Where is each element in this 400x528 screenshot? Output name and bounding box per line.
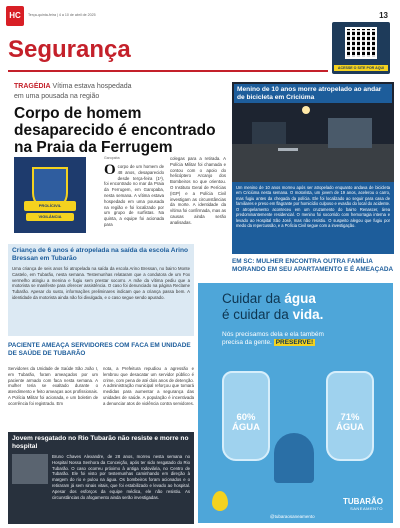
apartment-story-headline	[232, 258, 394, 282]
kicker-text: Vítima estava hospedada	[52, 83, 132, 90]
crest-band-lower: VIGILÂNCIA	[26, 213, 74, 221]
ad-title-word2: vida.	[292, 306, 324, 322]
health-story-column-2: nota, a Prefeitura repudiou a agressão e lembrou que desacatar um servidor público é crime, com pena de até dois anos de detenção. A administração municipal reforçou que tomará medidas para aumentar a segurança das unidades de saúde. A população é incentivada a denunciar atos de violência contra servidores.	[103, 366, 194, 406]
qr-code-icon[interactable]	[345, 27, 377, 59]
ad-pct-71: 71% ÁGUA	[336, 412, 364, 433]
kicker-label: TRAGÉDIA	[14, 83, 51, 90]
police-crest-image	[14, 157, 86, 233]
child-headline-text: Criança de 6 anos é atropelada na saída da escola Arino Bressan em Tubarão	[12, 247, 189, 262]
ad-brand-name: TUBARÃO	[343, 497, 383, 506]
health-headline-text: PACIENTE AMEAÇA SERVIDORES COM FACA EM UNIDADE DE SAÚDE DE TUBARÃO	[8, 342, 191, 357]
bike-story-body-box	[232, 182, 394, 254]
lead-column-1	[104, 164, 164, 240]
page-number: 13	[379, 11, 388, 20]
lead-dropcap: O	[104, 164, 116, 178]
section-title: Segurança	[8, 36, 131, 63]
lead-headline: Corpo de homem desaparecido é encontrado na Praia da Ferrugem	[14, 105, 216, 157]
bike-story-photo	[232, 82, 394, 182]
ad-title-line1: Cuidar da	[222, 291, 281, 306]
rescue-story-headline	[12, 435, 190, 451]
child-story-body: Uma criança de seis anos foi atropelada na saída da escola Arino Bressan, no bairro Monte Castelo, em Tubarão, nesta semana. Testemunhas relataram que a condutora de um Fox vermelho atingiu a menina e fugiu sem prestar socorro. A mãe da vítima pediu que a motorista se manifeste para oferecer assistência. O caso foi denunciado na página Reclame Tubarão. Apesar do susto, informações preliminares indicam que a criança passa bem. A identidade da motorista ainda não foi divulgada, e o caso segue sendo apurado.	[12, 266, 190, 300]
crest-band: PROLÍCIVIL	[24, 201, 76, 211]
ad-cta: PRESERVE!	[275, 339, 314, 347]
ad-title-word1: água	[284, 291, 316, 306]
ad-title	[222, 291, 323, 322]
rescue-story-body: Bruno Chaves Alexandre, de 28 anos, morreu nesta semana no Hospital Nossa Senhora da Conceição, após ter sido resgatado do Rio Tubarão. O caso ocorreu próximo à antiga rodoviária, no Centro de Tubarão. Ele foi visto por testemunhas caminhando em direção à margem do rio e pulou na água. Os bombeiros foram acionados e o retiraram já sem sinais vitais, que foi estabilizado e levado ao hospital. Apesar dos esforços da equipe médica, ele não resistiu. As circunstâncias do afogamento ainda serão investigadas.	[52, 454, 190, 500]
lead-kicker-line2: em uma pousada na região	[14, 93, 100, 100]
health-story-column-1: Servidores da Unidade de Saúde São João I, em Tubarão, foram ameaçados por um paciente armado com faca nesta semana. A mulher teria se exaltado durante o atendimento e feito ameaças aos profissionais. A Polícia Militar foi acionada, e um boletim de ocorrência foi registrado. Em	[8, 366, 98, 406]
bottle-71-icon	[326, 371, 374, 461]
rescue-story-photo	[12, 454, 48, 484]
bike-story-headline: Menino de 10 anos morre atropelado ao andar de bicicleta em Criciúma	[234, 84, 392, 103]
ad-subtitle	[222, 331, 372, 347]
child-story-box	[8, 244, 194, 336]
dateline: Terça-quinta-feira | 4 a 10 de abril de 2025	[28, 13, 96, 17]
ad-title-line2: é cuidar da	[222, 306, 289, 322]
ad-pct-60: 60% ÁGUA	[232, 412, 260, 433]
water-campaign-ad[interactable]	[198, 283, 393, 523]
ad-sub-line1: Nós precisamos dela e ela também	[222, 331, 324, 338]
newspaper-logo: HC	[6, 6, 24, 26]
rescue-story-box	[8, 432, 194, 524]
section-divider	[8, 70, 328, 72]
lead-kicker	[14, 83, 132, 90]
rescue-headline-text: Jovem resgatado no Rio Tubarão não resiste e morre no hospital	[12, 435, 189, 450]
qr-label: ACESSE O SITE POR AQUI	[334, 65, 388, 71]
ad-sub-line2: precisa da gente.	[222, 339, 272, 347]
health-story-headline	[8, 342, 194, 366]
bike-story-body: Um menino de 10 anos morreu após ser atropelado enquanto andava de bicicleta em Criciúma nesta semana. O motorista, um jovem de 19 anos, acelerou o carro, mas fugiu antes da chegada da polícia. Ele foi localizado ao seguir para casa de familiares e preso em flagrante por homicídio culposo e evasão do local do acidente. O atropelamento aconteceu em um cruzamento do bairro Renascer, área predominantemente residencial. O menino foi socorrido com hemorragia interna e levado ao Hospital São José, mas não resistiu. O suspeito alegou que fugiu por medo da repercussão, e a Polícia Civil segue com a investigação.	[236, 185, 390, 229]
ad-brand-sub: SANEAMENTO	[350, 506, 383, 511]
apartment-headline-text: EM SC: MULHER ENCONTRA OUTRA FAMÍLIA MORANDO EM SEU APARTAMENTO E É AMEAÇADA	[232, 258, 394, 273]
ad-social-handle[interactable]: @tubaraosaneamento	[270, 514, 315, 519]
lead-column-1-text: corpo de um homem de 48 anos, desaparecido desde terça-feira (1º), foi encontrado no mar da Praia da Ferrugem, em Garopaba, nesta semana. A vítima estava hospedado em uma pousada na região e foi localizado por um grupo de surfistas. Na quinta, a equipe foi acionada para	[104, 164, 164, 227]
qr-code-panel[interactable]	[332, 22, 390, 74]
bottle-60-icon	[222, 371, 270, 461]
lead-column-2: colegas para a retirada. A Polícia Militar foi chamada e contou com o apoio do helicóptero Arcanjo dos Bombeiros no que orientou. O Instituto Geral de Perícias (IGP) e a Polícia Civil investigam as circunstâncias da morte. A identidade da vítima foi confirmada, mas as causas ainda serão analisadas.	[170, 156, 226, 225]
water-drop-icon	[212, 491, 228, 511]
lead-byline: Garopaba	[104, 156, 120, 160]
mascot-icon	[274, 433, 314, 483]
ad-brand	[343, 497, 383, 511]
child-story-headline	[12, 247, 190, 263]
